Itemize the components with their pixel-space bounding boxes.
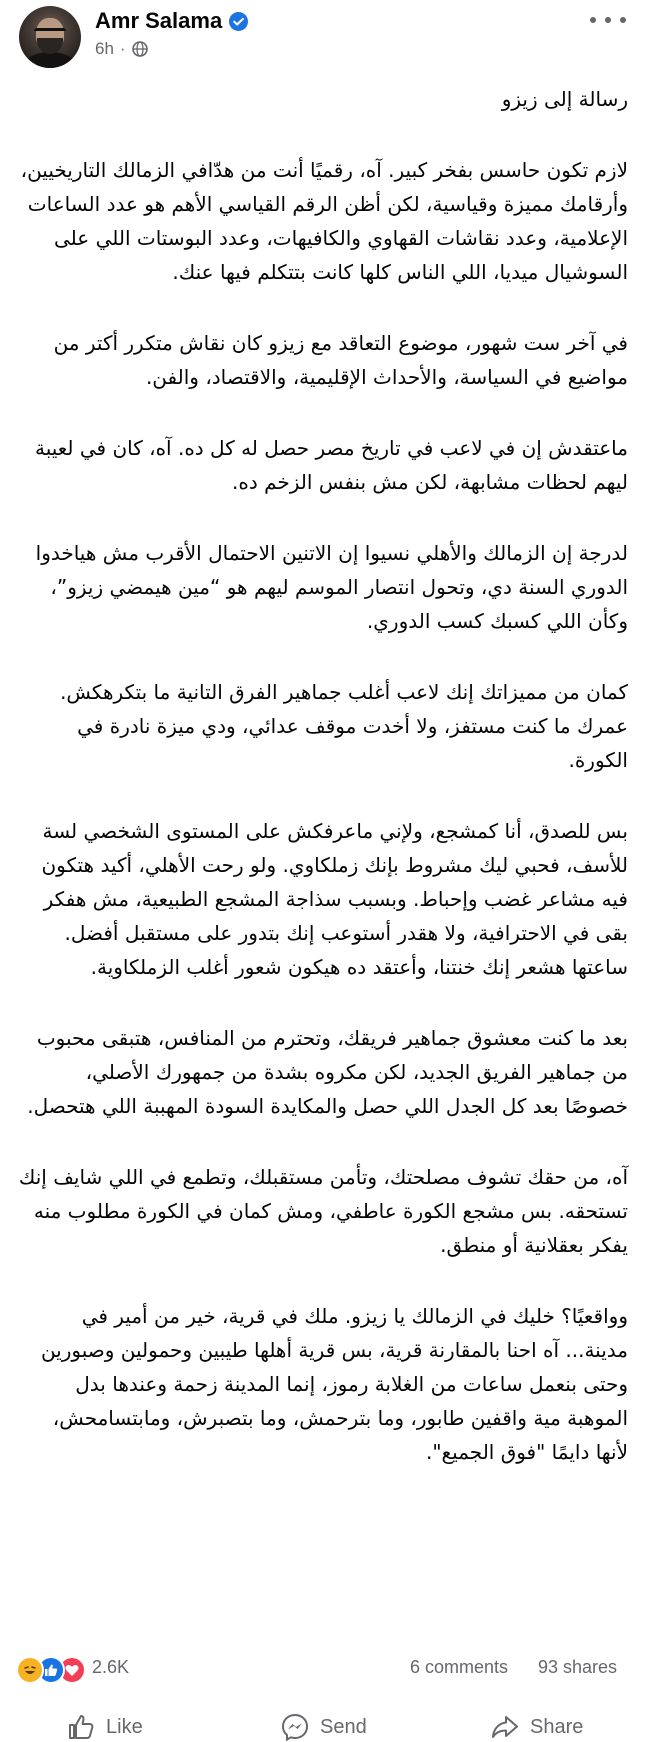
thumbs-up-icon xyxy=(66,1712,96,1742)
author-name[interactable]: Amr Salama xyxy=(95,8,223,33)
post-paragraph: وواقعيًا؟ خليك في الزمالك يا زيزو. ملك في قرية، خير من أمير في مدينة... آه احنا بالمقارنة قرية، بس قرية أهلها طيبين وحمولين وصبورين وحتى بنعمل ساعات من الغلابة رموز، إنما المدينة زحمة وعندها بدل الموهبة مية واقفين طابور، وما بترحمش، وما بتصبرش، ومابتسامحش، لأنها دايمًا "فوق الجميع". xyxy=(40,1304,628,1464)
post-header xyxy=(0,0,648,70)
reactions-bar xyxy=(0,1648,648,1688)
meta-separator: · xyxy=(119,39,126,58)
haha-reaction-icon xyxy=(16,1656,44,1684)
send-label: Send xyxy=(320,1715,367,1738)
post-paragraph: بس للصدق، أنا كمشجع، ولإني ماعرفكش على المستوى الشخصي لسة للأسف، فحبي ليك مشروط بإنك زملكاوي. ولو رحت الأهلي، أكيد هتكون فيه مشاعر غضب وإحباط. وبسبب سذاجة المشجع الطبيعية، مش هفكر بقى في الاحترافية، ولا هقدر أستوعب إنك بتدور على مستقبل أفضل. ساعتها هشعر إنك خنتنا، وأعتقد ده هيكون شعور أغلب الزملكاوية. xyxy=(41,819,628,979)
share-button[interactable] xyxy=(490,1712,583,1742)
share-arrow-icon xyxy=(490,1712,520,1742)
reaction-icons[interactable] xyxy=(16,1656,79,1684)
post-paragraph: بعد ما كنت معشوق جماهير فريقك، وتحترم من المنافس، هتبقى محبوب من جماهير الفريق الجديد، لكن مكروه بشدة من جمهورك الأصلي، خصوصًا بعد كل الجدل اللي حصل والمكايدة السودة المهببة اللي هتحصل. xyxy=(27,1026,628,1118)
post-time[interactable]: 6h xyxy=(95,39,114,58)
send-button[interactable] xyxy=(280,1712,367,1742)
reaction-count[interactable]: 2.6K xyxy=(92,1657,130,1677)
post-paragraph: لدرجة إن الزمالك والأهلي نسيوا إن الاتنين الاحتمال الأقرب مش هياخدوا الدوري السنة دي، وتحول انتصار الموسم ليهم هو “مين هيمضي زيزو”، وكأن اللي كسبك كسب الدوري. xyxy=(35,541,628,633)
post-paragraph: ماعتقدش إن في لاعب في تاريخ مصر حصل له كل ده. آه، كان في لعيبة ليهم لحظات مشابهة، لكن مش بنفس الزخم ده. xyxy=(34,436,628,494)
action-bar xyxy=(0,1712,648,1742)
like-label: Like xyxy=(106,1715,143,1738)
comments-count[interactable]: 6 comments xyxy=(410,1657,509,1677)
messenger-icon xyxy=(280,1712,310,1742)
author-row xyxy=(95,6,248,36)
post-paragraph: لازم تكون حاسس بفخر كبير. آه، رقميًا أنت من هدّافي الزمالك التاريخيين، وأرقامك مميزة وقياسية، لكن أظن الرقم القياسي الأهم هو عدد الساعات الإعلامية، وعدد نقاشات القهاوي والكافيهات، وعدد البوستات اللي على السوشيال ميديا، اللي الناس كلها كانت بتتكلم فيها عنك. xyxy=(20,158,628,284)
post-title: رسالة إلى زيزو xyxy=(501,87,628,111)
post-meta xyxy=(95,39,148,59)
globe-icon[interactable] xyxy=(132,41,148,57)
post-body xyxy=(18,82,628,1506)
more-dots-icon[interactable] xyxy=(590,10,626,30)
shares-count[interactable]: 93 shares xyxy=(538,1657,618,1677)
avatar[interactable] xyxy=(19,6,81,68)
like-button[interactable] xyxy=(66,1712,143,1742)
share-label: Share xyxy=(530,1715,584,1738)
post-paragraph: آه، من حقك تشوف مصلحتك، وتأمن مستقبلك، وتطمع في اللي شايف إنك تستحقه. بس مشجع الكورة عاطفي، ومش كمان في الكورة مطلوب منه يفكر بعقلانية أو منطق. xyxy=(18,1165,628,1257)
post-paragraph: كمان من مميزاتك إنك لاعب أغلب جماهير الفرق التانية ما بتكرهكش. عمرك ما كنت مستفز، ولا أخدت موقف عدائي، ودي ميزة نادرة في الكورة. xyxy=(60,680,628,772)
verified-badge-icon xyxy=(229,12,248,31)
post-paragraph: في آخر ست شهور، موضوع التعاقد مع زيزو كان نقاش متكرر أكتر من مواضيع في السياسة، والأحداث الإقليمية، والاقتصاد، والفن. xyxy=(53,331,628,389)
